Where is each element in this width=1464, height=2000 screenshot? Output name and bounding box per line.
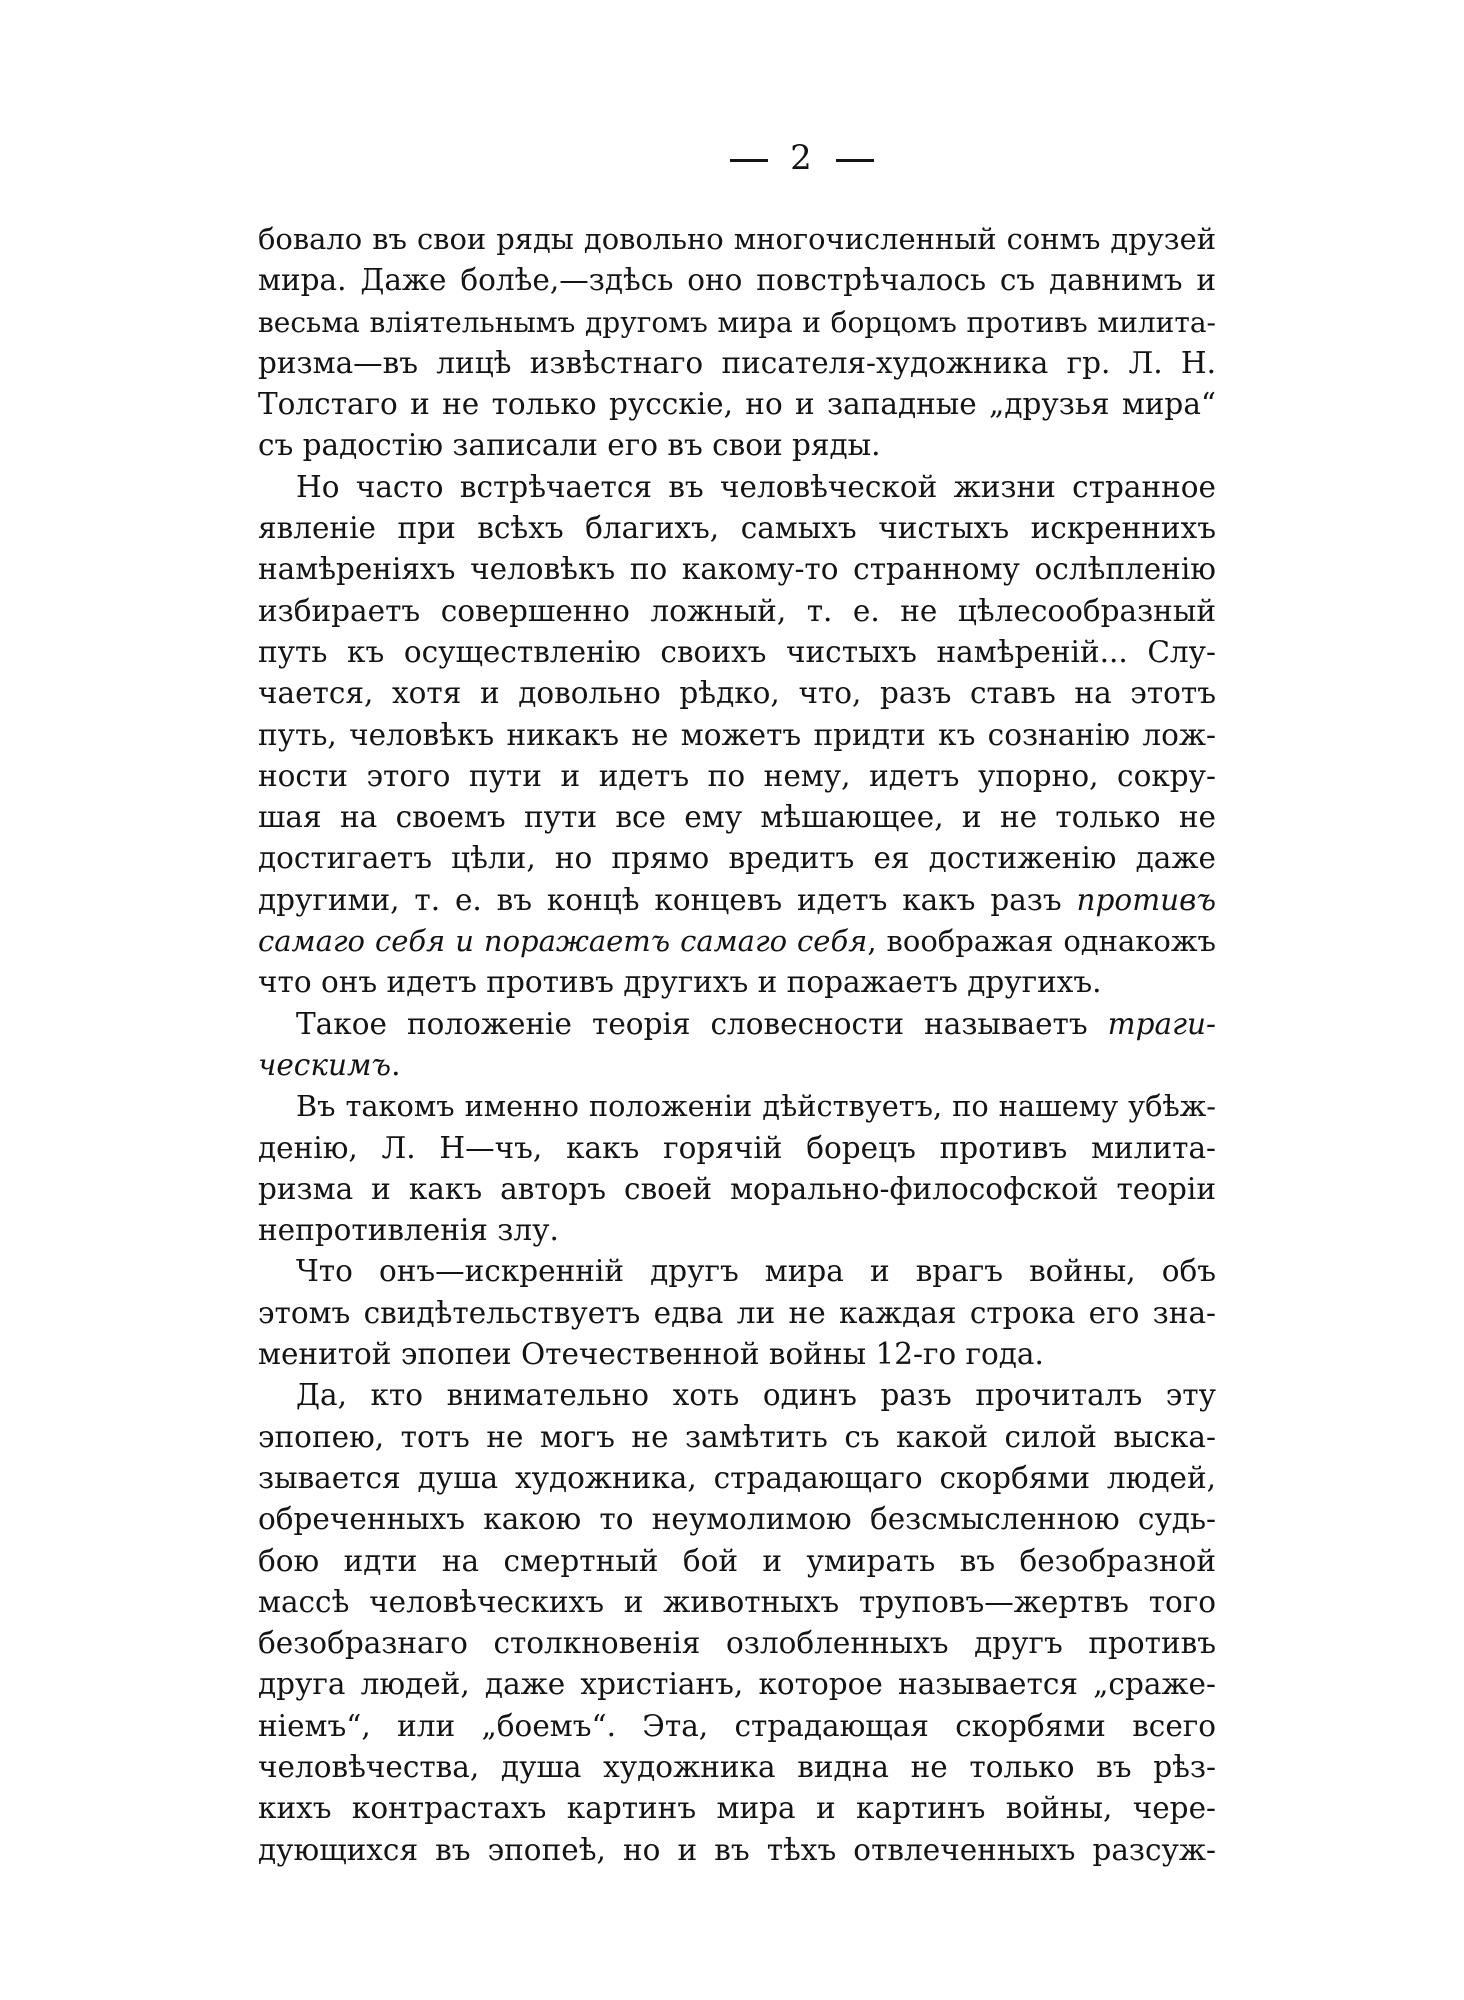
text-line: намѣренiяхъ человѣкъ по какому-то странному ослѣпленiю bbox=[258, 552, 1216, 587]
text-line: нiемъ“, или „боемъ“. Эта, страдающая скорбями всего bbox=[258, 1708, 1216, 1743]
text-line: этомъ свидѣтельствуетъ едва ли не каждая строка его зна- bbox=[258, 1295, 1216, 1330]
text-line: бою идти на смертный бой и умирать въ безобразной bbox=[258, 1543, 1216, 1578]
italic-text: траги- bbox=[1107, 1006, 1216, 1041]
paragraph bbox=[258, 219, 1216, 467]
text-line: явленiе при всѣхъ благихъ, самыхъ чистыхъ искреннихъ bbox=[258, 511, 1216, 546]
italic-text: самаго себя и поражаетъ самаго себя bbox=[258, 924, 868, 959]
text-line: непротивленiя злу. bbox=[258, 1213, 559, 1248]
text-line: человѣчества, душа художника видна не только въ рѣз- bbox=[258, 1749, 1216, 1784]
text-line: денiю, Л. Н—чъ, какъ горячiй борецъ противъ милита- bbox=[258, 1130, 1216, 1165]
page-number-value: 2 bbox=[790, 138, 814, 178]
page-number bbox=[70, 138, 1464, 178]
paragraph bbox=[258, 1004, 1216, 1087]
text-line bbox=[258, 1004, 1216, 1045]
text-line: зывается душа художника, страдающаго скорбями людей, bbox=[258, 1460, 1216, 1495]
text-line: обреченныхъ какою то неумолимою безсмысленною судь- bbox=[258, 1502, 1216, 1537]
text-line: ности этого пути и идетъ по нему, идетъ упорно, сокру- bbox=[258, 758, 1216, 793]
text-line: дующихся въ эпопеѣ, но и въ тѣхъ отвлеченныхъ разсуж- bbox=[258, 1832, 1216, 1867]
text-line: бовало въ свои ряды довольно многочисленный сонмъ друзей bbox=[258, 222, 1216, 256]
text-line: шая на своемъ пути все ему мѣшающее, и не только не bbox=[258, 800, 1216, 835]
text-line bbox=[258, 1045, 1216, 1086]
text-line: Въ такомъ именно положенiи дѣйствуетъ, по нашему убѣж- bbox=[296, 1089, 1216, 1124]
text-line: безобразнаго столкновенiя озлобленныхъ другъ противъ bbox=[258, 1626, 1216, 1661]
text-line: весьма влiятельнымъ другомъ мира и борцомъ противъ милита- bbox=[258, 305, 1216, 339]
text-line: Что онъ—искреннiй другъ мира и врагъ войны, объ bbox=[296, 1254, 1216, 1289]
text-line: путь, человѣкъ никакъ не можетъ придти къ сознанiю лож- bbox=[258, 717, 1216, 752]
text-line bbox=[258, 921, 1216, 962]
text-line: Толстаго и не только русскiе, но и западные „друзья мира“ bbox=[258, 387, 1216, 422]
paragraph bbox=[258, 1251, 1216, 1375]
text-line: чается, хотя и довольно рѣдко, что, разъ ставъ на этотъ bbox=[258, 676, 1216, 711]
text-line: ризма и какъ авторъ своей морально-философской теорiи bbox=[258, 1171, 1216, 1206]
body-text bbox=[258, 219, 1216, 1871]
text-line: кихъ контрастахъ картинъ мира и картинъ войны, чере- bbox=[258, 1791, 1216, 1826]
paragraph bbox=[258, 467, 1216, 1004]
text-line: массѣ человѣческихъ и животныхъ труповъ—жертвъ того bbox=[258, 1584, 1216, 1619]
italic-text: противъ bbox=[1076, 882, 1216, 917]
text-line: эпопею, тотъ не могъ не замѣтить съ какой силой выска- bbox=[258, 1419, 1216, 1454]
text-line bbox=[258, 880, 1216, 921]
text-line: Да, кто внимательно хоть одинъ разъ прочиталъ эту bbox=[296, 1378, 1216, 1413]
dash-right bbox=[836, 159, 874, 162]
text-line: что онъ идетъ противъ другихъ и поражаетъ другихъ. bbox=[258, 965, 1102, 1000]
text-segment: . bbox=[391, 1047, 401, 1082]
text-segment: Такое положенiе теорiя словесности называетъ bbox=[296, 1006, 1088, 1041]
text-segment: другими, т. е. въ концѣ концевъ идетъ какъ разъ bbox=[258, 882, 1062, 917]
text-line: ризма—въ лицѣ извѣстнаго писателя-художника гр. Л. Н. bbox=[258, 345, 1216, 380]
italic-text: ческимъ bbox=[258, 1047, 392, 1082]
paragraph bbox=[258, 1086, 1216, 1251]
paragraph bbox=[258, 1375, 1216, 1871]
text-line: достигаетъ цѣли, но прямо вредитъ ея достиженiю даже bbox=[258, 841, 1216, 876]
text-line: Но часто встрѣчается въ человѣческой жизни странное bbox=[296, 469, 1216, 504]
text-line: съ радостiю записали его въ свои ряды. bbox=[258, 428, 881, 463]
text-line: путь къ осуществленiю своихъ чистыхъ намѣренiй... Слу- bbox=[258, 634, 1216, 669]
text-line: менитой эпопеи Отечественной войны 12-го года. bbox=[258, 1337, 1044, 1372]
text-line: мира. Даже болѣе,—здѣсь оно повстрѣчалось съ давнимъ и bbox=[258, 263, 1216, 298]
text-segment: , воображая однакожъ bbox=[867, 924, 1216, 959]
text-line: друга людей, даже христiанъ, которое называется „сраже- bbox=[258, 1667, 1216, 1702]
text-line: избираетъ совершенно ложный, т. е. не цѣлесообразный bbox=[258, 593, 1216, 628]
dash-left bbox=[730, 159, 768, 162]
